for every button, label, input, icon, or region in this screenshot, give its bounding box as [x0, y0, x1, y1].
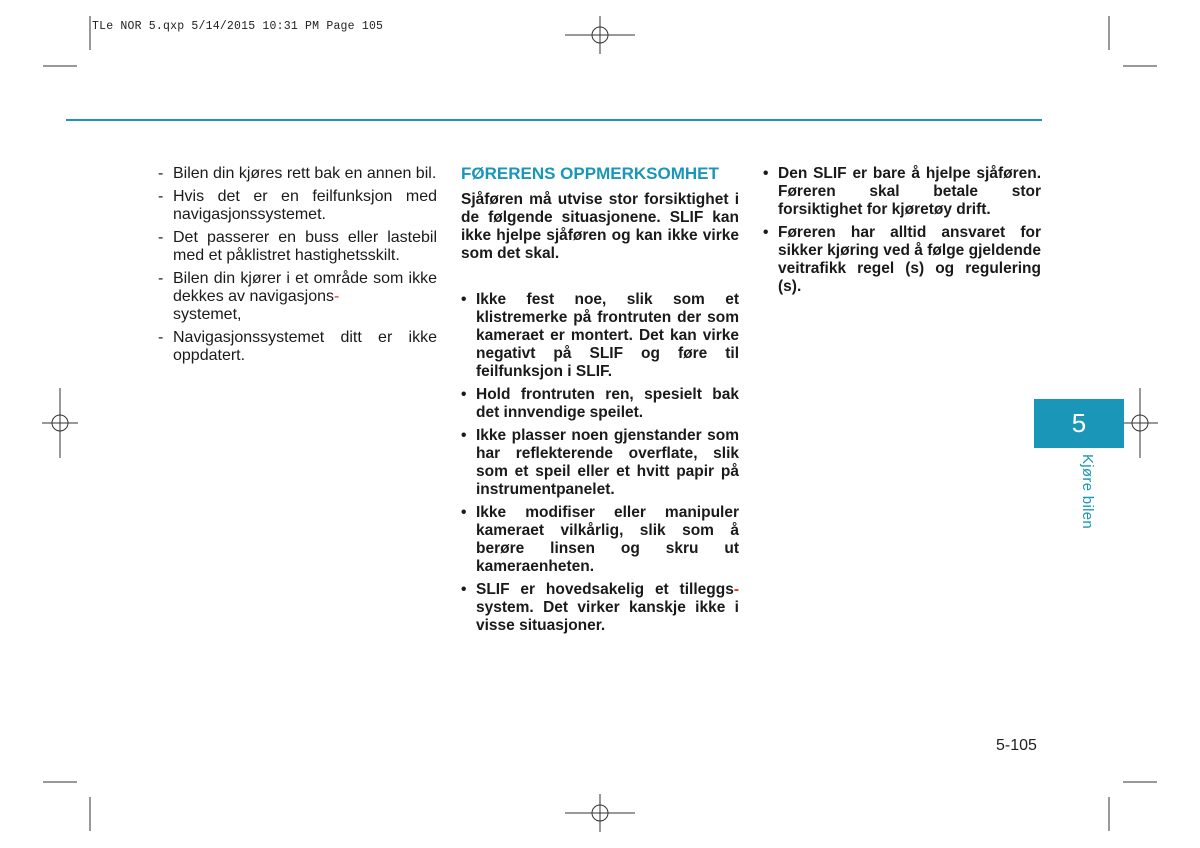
list-item-text: Føreren har alltid ansvaret for sikker kjøring ved å følge gjeldende veitrafikk regel (s) og regulering (s). — [778, 224, 1041, 295]
list-item — [763, 165, 1041, 219]
dash-marker: - — [158, 229, 164, 246]
dash-marker: - — [158, 188, 164, 205]
column-right — [763, 165, 1041, 301]
header-rule — [66, 119, 1042, 121]
section-heading: FØRERENS OPPMERKSOMHET — [461, 164, 719, 183]
list-item-text: Ikke fest noe, slik som et klistremerke på frontruten der som kameraet er montert. Det kan virke negativt på SLIF og føre til feilfunksjon i SLIF. — [476, 291, 739, 380]
list-item-text: Navigasjonssystemet ditt er ikke oppdatert. — [173, 329, 437, 364]
page-number: 5-105 — [996, 737, 1037, 754]
list-item — [461, 386, 739, 422]
intro-paragraph: Sjåføren må utvise stor forsiktighet i de følgende situasjonene. SLIF kan ikke hjelpe sjåføren og kan ikke virke som det skal. — [461, 191, 739, 262]
column-left — [158, 165, 437, 370]
chapter-tab — [1034, 399, 1124, 448]
list-item-text: SLIF er hovedsakelig et tilleggs-system. Det virker kanskje ikke i visse situasjoner. — [476, 581, 739, 634]
list-item-text: Det passerer en buss eller lastebil med et påklistret hastighetsskilt. — [173, 229, 437, 264]
list-item — [158, 270, 437, 324]
chapter-title: Kjøre bilen — [1079, 454, 1096, 529]
registration-target-left — [42, 388, 78, 458]
bullet-marker: • — [461, 386, 467, 403]
registration-target-bottom — [565, 794, 635, 832]
dash-marker: - — [158, 329, 164, 346]
list-item — [461, 291, 739, 381]
bullet-marker: • — [461, 291, 467, 308]
list-item — [158, 229, 437, 265]
chapter-number: 5 — [1071, 408, 1087, 438]
list-item — [158, 188, 437, 224]
dash-marker: - — [158, 165, 164, 182]
print-slug: TLe NOR 5.qxp 5/14/2015 10:31 PM Page 105 — [92, 20, 384, 33]
hyphen-mark: - — [733, 581, 739, 598]
list-item-text: Den SLIF er bare å hjelpe sjåføren. Føreren skal betale stor forsiktighet for kjøretøy drift. — [778, 165, 1041, 218]
bullet-marker: • — [461, 504, 467, 521]
list-item-text: Ikke plasser noen gjenstander som har reflekterende overflate, slik som et speil eller et hvitt papir på instrumentpanelet. — [476, 427, 739, 498]
dash-marker: - — [158, 270, 164, 287]
registration-target-top — [565, 16, 635, 54]
list-item — [763, 224, 1041, 296]
list-item-text: Bilen din kjøres rett bak en annen bil. — [173, 165, 437, 182]
list-item — [461, 427, 739, 499]
list-item-text: Hold frontruten ren, spesielt bak det innvendige speilet. — [476, 386, 739, 421]
bullet-marker: • — [461, 427, 467, 444]
list-item-text: Hvis det er en feilfunksjon med navigasjonssystemet. — [173, 188, 437, 223]
bullet-marker: • — [461, 581, 467, 598]
list-item-text: Bilen din kjører i et område som ikke dekkes av navigasjons- systemet, — [173, 270, 437, 323]
list-item — [158, 165, 437, 183]
bullet-marker: • — [763, 165, 769, 182]
column-middle — [461, 165, 739, 640]
list-item — [461, 581, 739, 635]
list-item — [461, 504, 739, 576]
bullet-marker: • — [763, 224, 769, 241]
hyphen-mark: - — [333, 288, 340, 305]
list-item-text: Ikke modifiser eller manipuler kameraet vilkårlig, slik som å berøre linsen og skru ut kameraenheten. — [476, 504, 739, 575]
list-item — [158, 329, 437, 365]
registration-target-right — [1122, 388, 1158, 458]
